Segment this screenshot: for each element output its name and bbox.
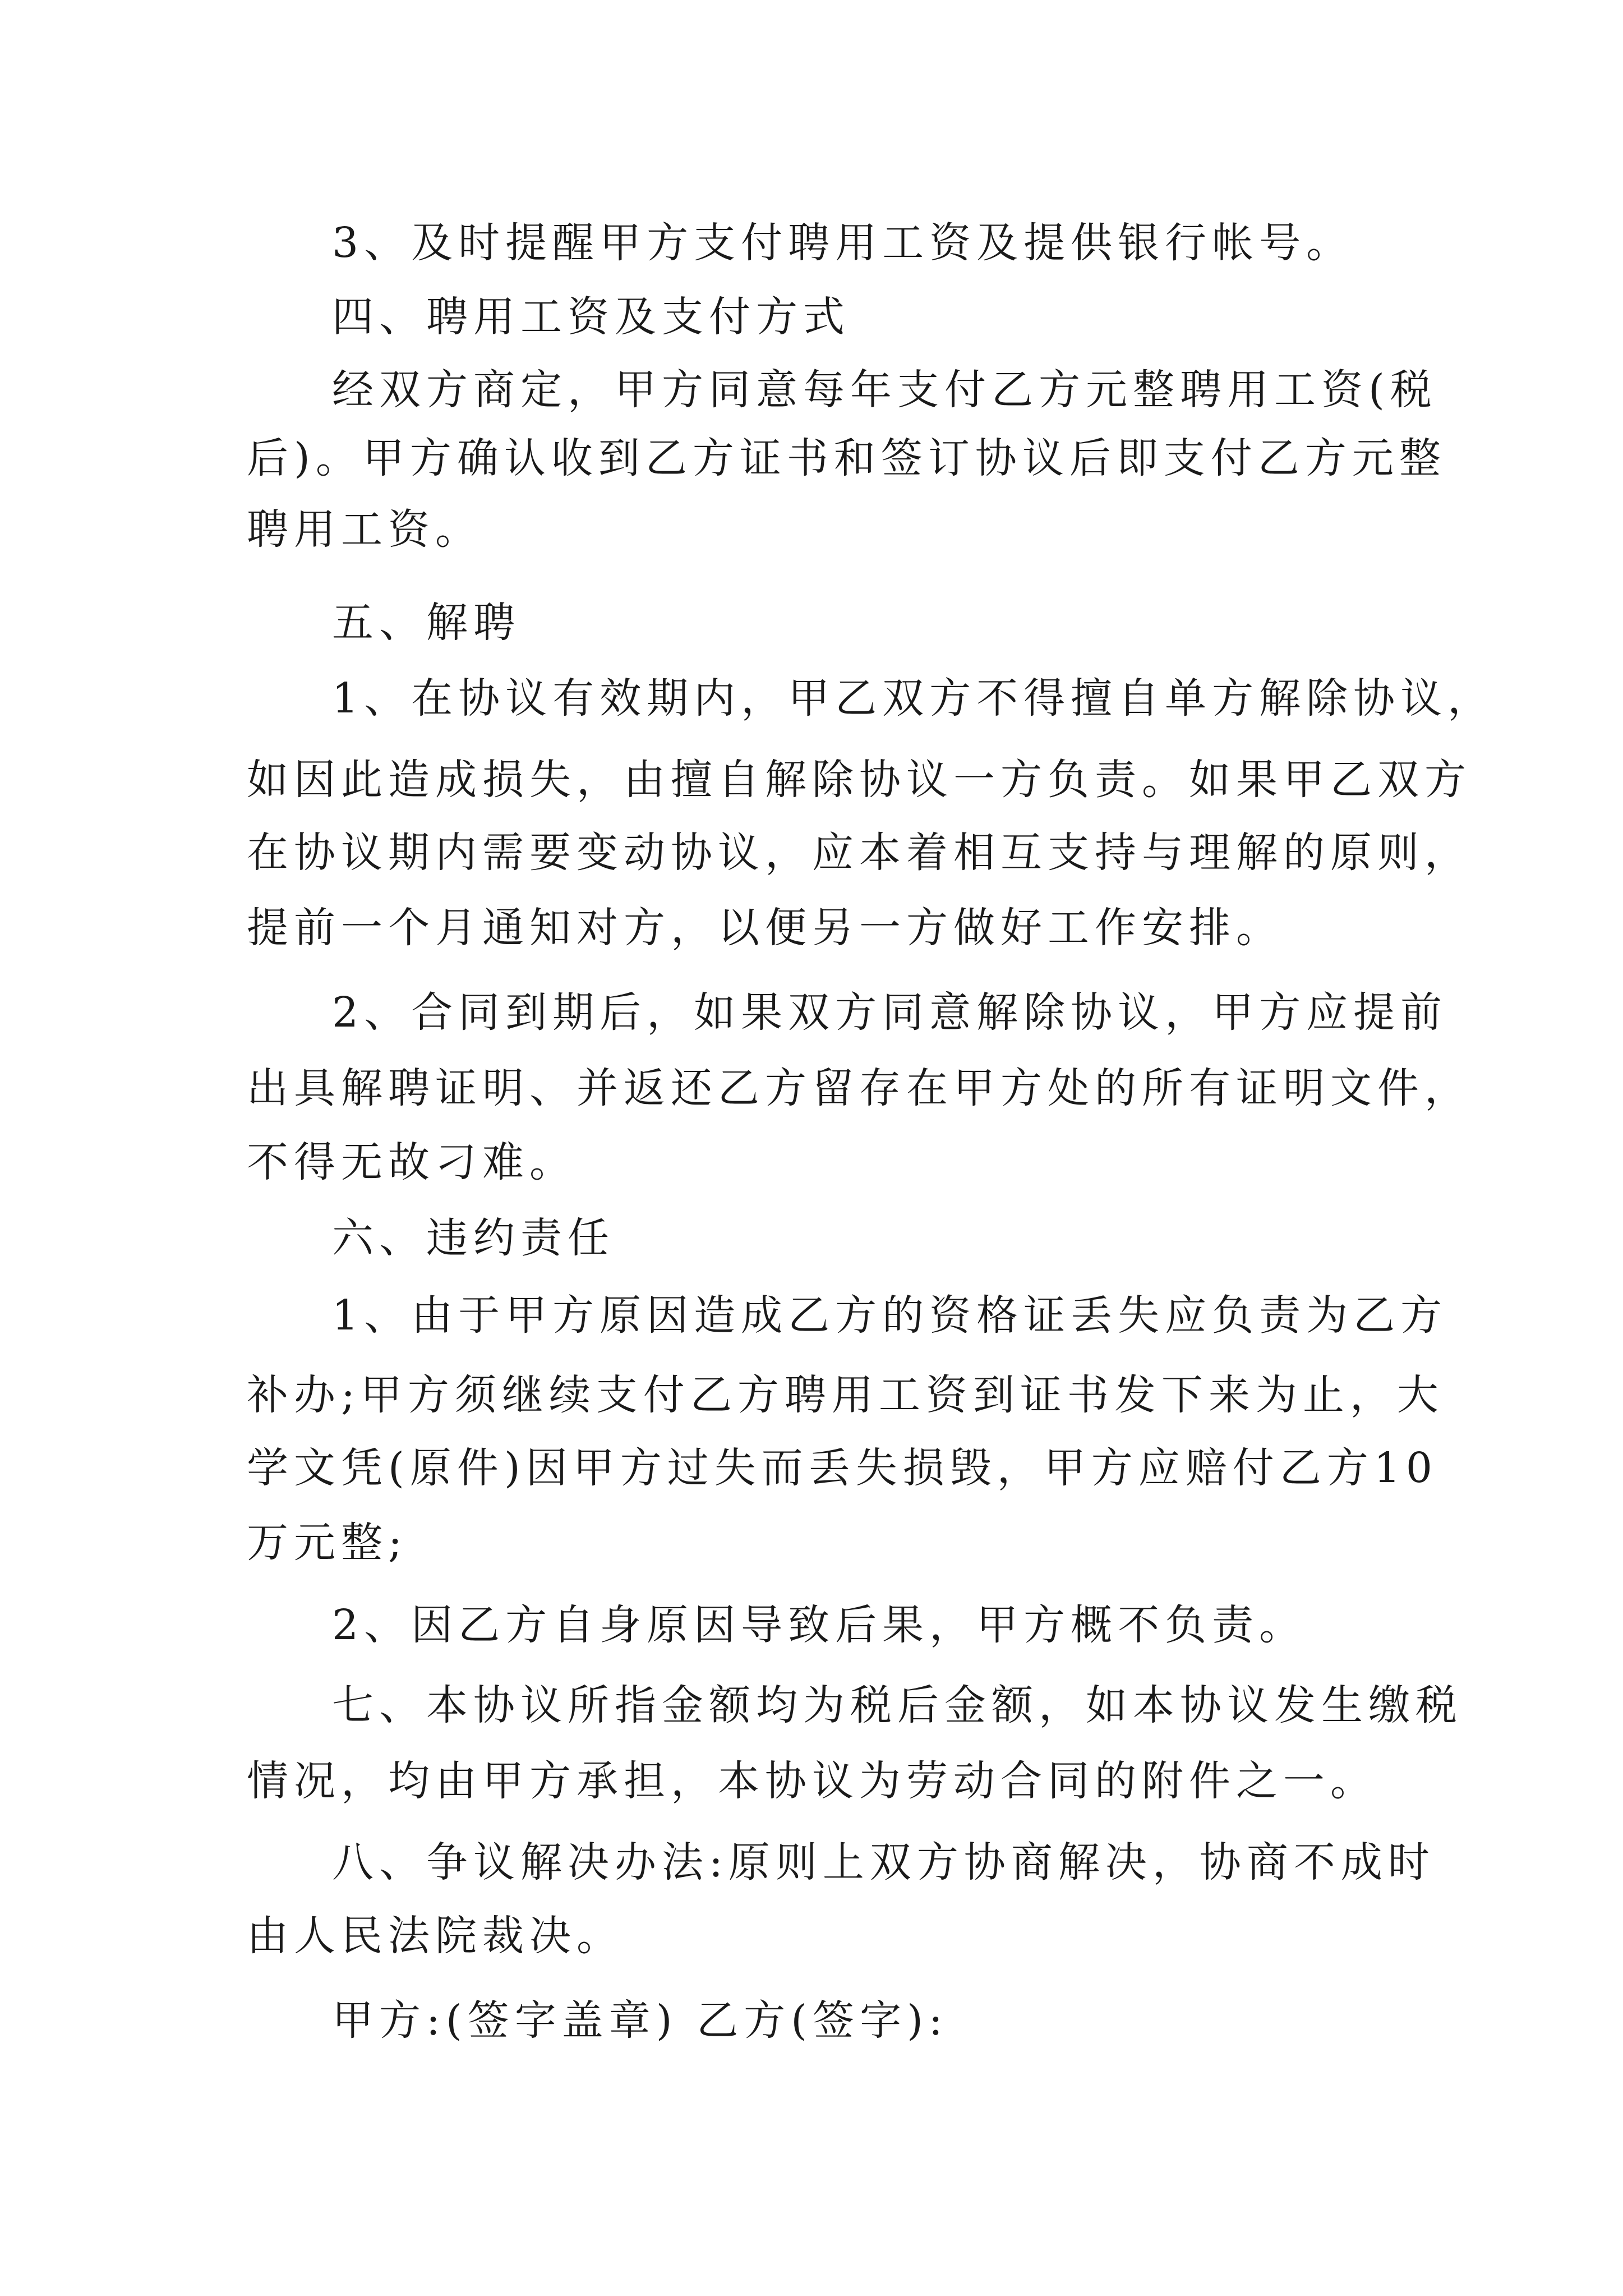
section-8-line-2: 由人民法院裁决。: [247, 1912, 624, 1960]
section-5-clause-1-line-3: 在协议期内需要变动协议，应本着相互支持与理解的原则，: [247, 829, 1472, 877]
section-4-paragraph-line-1: 经双方商定，甲方同意每年支付乙方元整聘用工资(税: [332, 366, 1437, 414]
section-4-paragraph-line-2: 后)。甲方确认收到乙方证书和签订协议后即支付乙方元整: [247, 434, 1446, 482]
section-6-clause-1-line-3: 学文凭(原件)因甲方过失而丢失损毁，甲方应赔付乙方10: [247, 1444, 1438, 1492]
section-5-clause-2-line-2: 出具解聘证明、并返还乙方留存在甲方处的所有证明文件，: [247, 1064, 1472, 1112]
section-5-heading: 五、解聘: [332, 599, 520, 647]
section-6-clause-1-line-2: 补办;甲方须继续支付乙方聘用工资到证书发下来为止，大: [247, 1371, 1444, 1419]
section-5-clause-1-line-4: 提前一个月通知对方，以便另一方做好工作安排。: [247, 904, 1283, 952]
section-6-clause-1-line-1: 1、由于甲方原因造成乙方的资格证丢失应负责为乙方: [332, 1291, 1448, 1340]
section-6-heading: 六、违约责任: [332, 1214, 615, 1262]
section-7-line-2: 情况，均由甲方承担，本协议为劳动合同的附件之一。: [247, 1757, 1377, 1805]
section-5-clause-1-line-2: 如因此造成损失，由擅自解除协议一方负责。如果甲乙双方: [247, 756, 1472, 804]
section-8-line-1: 八、争议解决办法:原则上双方协商解决，协商不成时: [332, 1838, 1435, 1887]
clause-3-text: 3、及时提醒甲方支付聘用工资及提供银行帐号。: [332, 219, 1354, 267]
signature-line: 甲方:(签字盖章) 乙方(签字):: [332, 1996, 948, 2045]
section-7-line-1: 七、本协议所指金额均为税后金额，如本协议发生缴税: [332, 1681, 1463, 1729]
section-5-clause-2-line-3: 不得无故刁难。: [247, 1138, 577, 1186]
section-4-paragraph-line-3: 聘用工资。: [247, 505, 482, 554]
section-6-clause-2-text: 2、因乙方自身原因导致后果，甲方概不负责。: [332, 1601, 1307, 1649]
section-4-heading: 四、聘用工资及支付方式: [332, 293, 850, 341]
section-5-clause-1-line-1: 1、在协议有效期内，甲乙双方不得擅自单方解除协议，: [332, 674, 1495, 723]
section-6-clause-1-line-4: 万元整;: [247, 1519, 408, 1567]
section-5-clause-2-line-1: 2、合同到期后，如果双方同意解除协议，甲方应提前: [332, 988, 1448, 1037]
